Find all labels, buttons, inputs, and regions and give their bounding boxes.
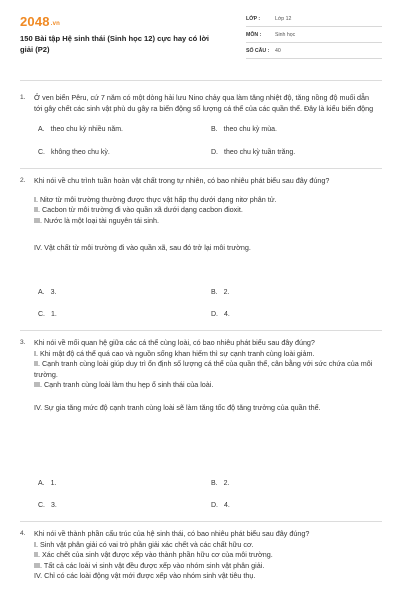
- option-letter: A.: [38, 480, 45, 487]
- divider: [20, 168, 382, 169]
- question-body: [34, 338, 374, 413]
- option-a[interactable]: [38, 289, 56, 296]
- options-row: [34, 502, 374, 512]
- option-c[interactable]: [38, 502, 57, 509]
- options-row: [34, 480, 374, 490]
- option-letter: A.: [38, 289, 45, 296]
- statement-item: II. Xác chết của sinh vật được xếp vào thành phần hữu cơ của môi trường.: [34, 550, 273, 559]
- option-letter: C.: [38, 149, 45, 156]
- meta-row-class: [246, 14, 382, 27]
- statement-item: IV. Sự gia tăng mức độ cạnh tranh cùng loài sẽ làm tăng tốc độ tăng trưởng của quần thể.: [34, 402, 321, 412]
- option-letter: D.: [211, 149, 218, 156]
- option-letter: B.: [211, 126, 218, 133]
- option-d[interactable]: [211, 502, 230, 509]
- logo-text: 2048: [20, 14, 50, 29]
- meta-row-question-count: [246, 46, 382, 59]
- question-text: Ở ven biển Pêru, cứ 7 năm có một dòng hải lưu Nino chảy qua làm tăng nhiệt độ, tăng nồng độ muối dẫn tới gây chết các sinh vật phù du gây ra biến động số lượng cá thể của các quần thể. Đây là kiểu biến động: [34, 93, 374, 113]
- option-b[interactable]: [211, 480, 229, 487]
- site-logo[interactable]: [20, 14, 60, 29]
- options-row: [34, 289, 374, 299]
- option-letter: C.: [38, 311, 45, 318]
- statement-item: III. Nước là một loại tài nguyên tái sinh.: [34, 215, 159, 225]
- divider: [20, 521, 382, 522]
- document-title: 150 Bài tập Hệ sinh thái (Sinh học 12) cực hay có lời giải (P2): [20, 34, 209, 54]
- option-b[interactable]: [211, 126, 277, 133]
- statement-item: IV. Chỉ có các loài động vật mới được xếp vào nhóm sinh vật tiêu thụ.: [34, 571, 256, 580]
- option-text: 4.: [224, 311, 230, 318]
- option-c[interactable]: [38, 149, 110, 156]
- statement-item: III. Tất cả các loài vi sinh vật đều được xếp vào nhóm sinh vật phân giải.: [34, 560, 265, 570]
- statement-item: I. Sinh vật phân giải có vai trò phân giải xác chết và các chất hữu cơ.: [34, 539, 254, 549]
- option-letter: D.: [211, 311, 218, 318]
- statement-item: IV. Vật chất từ môi trường đi vào quần xã, sau đó trở lại môi trường.: [34, 243, 251, 252]
- option-text: 2.: [223, 289, 230, 296]
- question-number: 2.: [20, 177, 26, 184]
- meta-row-subject: [246, 30, 382, 43]
- option-text: 2.: [223, 480, 230, 487]
- question-number: 1.: [20, 94, 26, 101]
- option-letter: B.: [211, 289, 218, 296]
- option-b[interactable]: [211, 289, 229, 296]
- question-body: [34, 93, 374, 114]
- divider: [20, 80, 382, 81]
- option-letter: D.: [211, 502, 218, 509]
- question-text: Khi nói về chu trình tuần hoàn vật chất trong tự nhiên, có bao nhiêu phát biểu sau đây đúng?: [34, 176, 330, 185]
- document-meta: [246, 14, 382, 62]
- question-number: 3.: [20, 339, 26, 346]
- meta-value: Sinh học: [275, 32, 296, 38]
- option-d[interactable]: [211, 311, 230, 318]
- option-text: theo chu kỳ mùa.: [223, 126, 277, 133]
- options-row: [34, 149, 374, 159]
- question-text: Khi nói về mối quan hệ giữa các cá thể cùng loài, có bao nhiêu phát biểu sau đây đúng?: [34, 338, 315, 347]
- option-c[interactable]: [38, 311, 57, 318]
- question-body: [34, 176, 374, 254]
- option-d[interactable]: [211, 149, 295, 156]
- meta-label: SỐ CÂU :: [246, 48, 270, 54]
- options-row: [34, 311, 374, 321]
- question-body: [34, 529, 374, 582]
- statement-item: III. Cạnh tranh cùng loài làm thu hẹp ổ sinh thái của loài.: [34, 380, 214, 389]
- option-text: 4.: [224, 502, 230, 509]
- meta-value: 40: [275, 48, 281, 54]
- statement-item: II. Cạnh tranh cùng loài giúp duy trì ổn định số lượng cá thể của quần thể, cân bằng với sức chứa của môi trường.: [34, 359, 373, 379]
- options-row: [34, 126, 374, 136]
- meta-value: Lớp 12: [275, 16, 292, 22]
- question-text: Khi nói về thành phần cấu trúc của hệ sinh thái, có bao nhiêu phát biểu sau đây đúng?: [34, 529, 310, 538]
- question-number: 4.: [20, 530, 26, 537]
- option-a[interactable]: [38, 126, 123, 133]
- logo-suffix: .vn: [50, 21, 61, 27]
- meta-label: MÔN :: [246, 32, 262, 38]
- statement-item: I. Khi mật độ cá thể quá cao và nguồn sống khan hiếm thì sự cạnh tranh cùng loài giảm.: [34, 348, 315, 358]
- option-a[interactable]: [38, 480, 56, 487]
- option-letter: C.: [38, 502, 45, 509]
- document-header: [20, 14, 385, 66]
- option-letter: A.: [38, 126, 45, 133]
- option-text: 1.: [50, 480, 57, 487]
- meta-label: LỚP :: [246, 16, 261, 22]
- option-text: 3.: [50, 289, 57, 296]
- statement-item: I. Nitơ từ môi trường thường được thực vật hấp thụ dưới dạng nitơ phân tử.: [34, 194, 277, 204]
- option-text: theo chu kỳ tuần trăng.: [224, 149, 296, 156]
- option-letter: B.: [211, 480, 218, 487]
- option-text: theo chu kỳ nhiều năm.: [50, 126, 124, 133]
- option-text: 3.: [51, 502, 57, 509]
- statement-item: II. Cacbon từ môi trường đi vào quần xã dưới dạng cacbon đioxit.: [34, 205, 243, 214]
- option-text: 1.: [51, 311, 57, 318]
- option-text: không theo chu kỳ.: [51, 149, 110, 156]
- divider: [20, 330, 382, 331]
